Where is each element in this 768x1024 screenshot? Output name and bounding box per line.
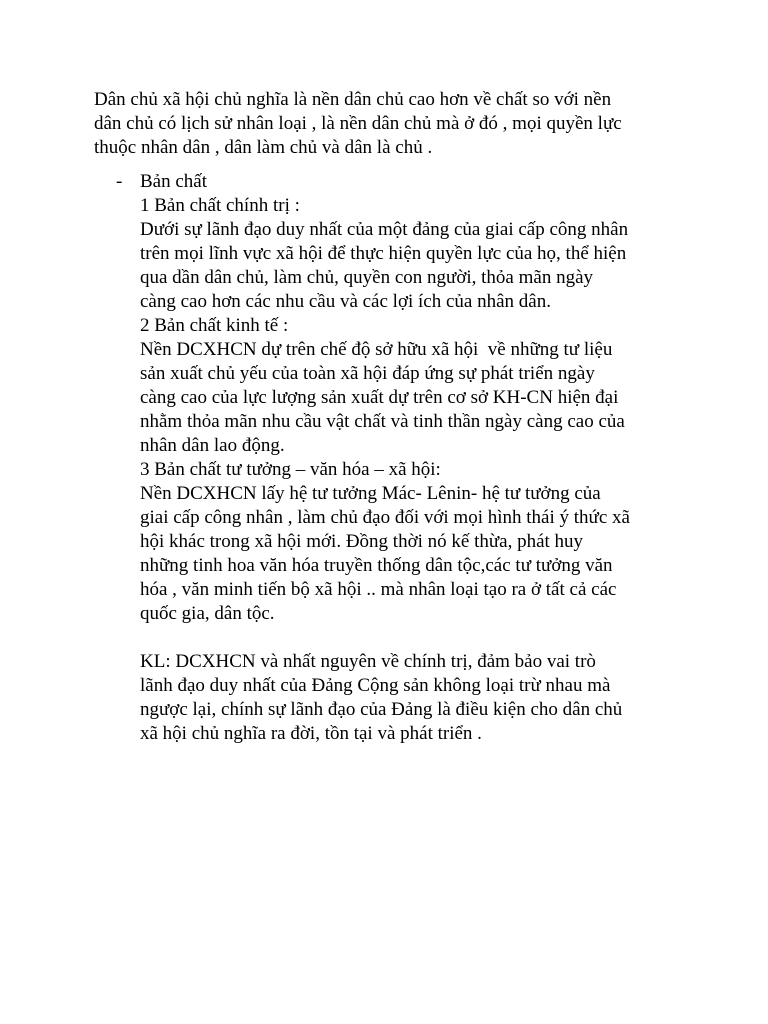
section-line: qua dần dân chủ, làm chủ, quyền con người, thỏa mãn ngày [140,267,594,288]
intro-line: thuộc nhân dân , dân làm chủ và dân là chủ . [94,137,433,158]
section-line: Dưới sự lãnh đạo duy nhất của một đảng của giai cấp công nhân [140,219,629,240]
intro-line: Dân chủ xã hội chủ nghĩa là nền dân chủ cao hơn về chất so với nền [94,89,612,110]
section-heading-economic: 2 Bản chất kinh tế : [140,315,289,336]
section-line: những tinh hoa văn hóa truyền thống dân tộc,các tư tưởng văn [140,555,613,576]
blank-line [140,626,720,650]
section-line: nhân dân lao động. [140,435,285,456]
intro-line: dân chủ có lịch sử nhân loại , là nền dân chủ mà ở đó , mọi quyền lực [94,113,622,134]
conclusion-line: ngược lại, chính sự lãnh đạo của Đảng là điều kiện cho dân chủ [140,699,623,720]
section-heading-ideology-culture: 3 Bản chất tư tưởng – văn hóa – xã hội: [140,459,441,480]
section-line: Nền DCXHCN lấy hệ tư tưởng Mác- Lênin- hệ tư tưởng của [140,483,601,504]
section-line: càng cao của lực lượng sản xuất dự trên cơ sở KH-CN hiện đại [140,387,619,408]
intro-paragraph [94,88,684,160]
section-line: càng cao hơn các nhu cầu và các lợi ích của nhân dân. [140,291,551,312]
section-line: trên mọi lĩnh vực xã hội để thực hiện quyền lực của họ, thể hiện [140,243,627,264]
section-heading-political: 1 Bản chất chính trị : [140,195,300,216]
section-line: sản xuất chủ yếu của toàn xã hội đáp ứng sự phát triển ngày [140,363,595,384]
conclusion-line: KL: DCXHCN và nhất nguyên về chính trị, đảm bảo vai trò [140,651,596,672]
section-line: quốc gia, dân tộc. [140,603,275,624]
section-line: nhằm thỏa mãn nhu cầu vật chất và tinh thần ngày càng cao của [140,411,625,432]
section-line: giai cấp công nhân , làm chủ đạo đối với mọi hình thái ý thức xã [140,507,630,528]
bullet-title: Bản chất [140,171,208,192]
section-line: hội khác trong xã hội mới. Đồng thời nó kế thừa, phát huy [140,531,584,552]
bullet-dash: - [116,171,123,192]
section-line: Nền DCXHCN dự trên chế độ sở hữu xã hội về những tư liệu [140,339,613,360]
conclusion-line: lãnh đạo duy nhất của Đảng Cộng sản không loại trừ nhau mà [140,675,611,696]
conclusion-line: xã hội chủ nghĩa ra đời, tồn tại và phát triển . [140,723,482,744]
section-line: hóa , văn minh tiến bộ xã hội .. mà nhân loại tạo ra ở tất cả các [140,579,617,600]
bullet-content [140,170,720,746]
